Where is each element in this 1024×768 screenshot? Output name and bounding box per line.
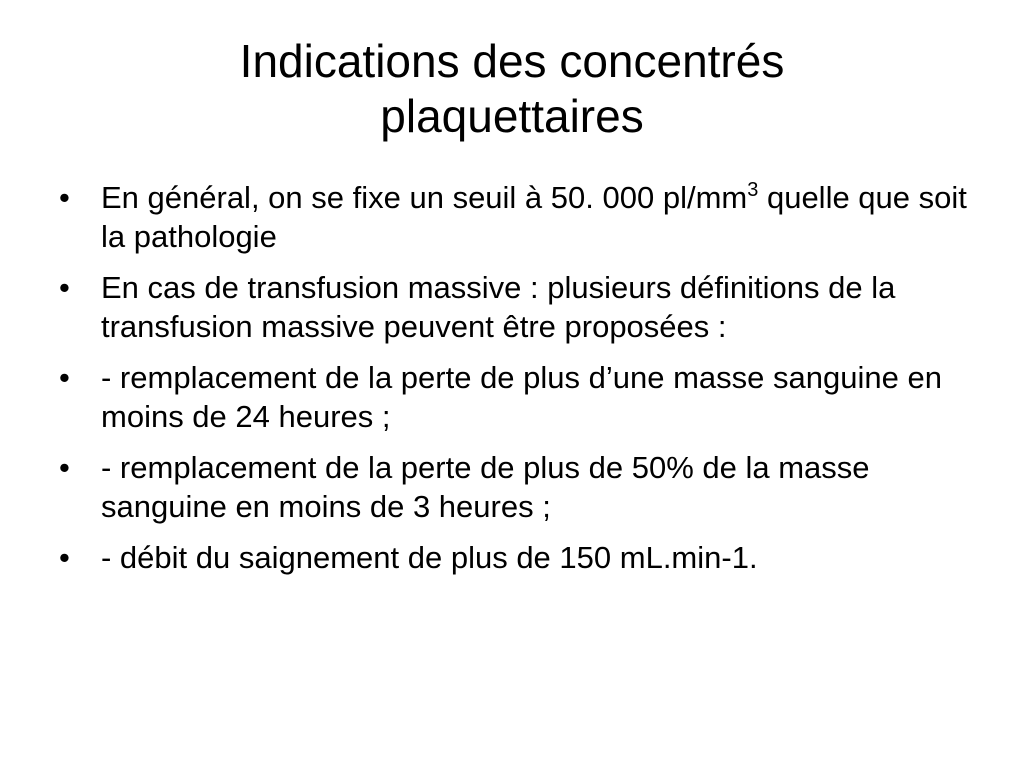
bullet-text-part: En général, on se fixe un seuil à 50. 000 pl/mm bbox=[101, 180, 748, 215]
bullet-text: - remplacement de la perte de plus d’une masse sanguine en moins de 24 heures ; bbox=[101, 360, 942, 434]
bullet-text: En cas de transfusion massive : plusieurs définitions de la transfusion massive peuvent être proposées : bbox=[101, 270, 896, 344]
bullet-item-24-hours bbox=[56, 358, 976, 436]
bullet-icon: • bbox=[59, 270, 70, 305]
bullet-item-bleeding-rate bbox=[56, 538, 976, 577]
bullet-item-3-hours bbox=[56, 448, 976, 526]
bullet-list bbox=[56, 178, 976, 589]
bullet-text-part: quelle que soit la pathologie bbox=[101, 180, 967, 254]
bullet-icon: • bbox=[59, 450, 70, 485]
slide-title-line-2: plaquettaires bbox=[380, 90, 644, 142]
bullet-icon: • bbox=[59, 180, 70, 215]
bullet-item-threshold bbox=[56, 178, 976, 256]
bullet-icon: • bbox=[59, 360, 70, 395]
slide-title-line-1: Indications des concentrés bbox=[239, 35, 785, 87]
bullet-item-massive-transfusion bbox=[56, 268, 976, 346]
slide-title bbox=[0, 34, 1024, 144]
bullet-text: - débit du saignement de plus de 150 mL.min-1. bbox=[101, 540, 758, 575]
bullet-text: - remplacement de la perte de plus de 50% de la masse sanguine en moins de 3 heures ; bbox=[101, 450, 870, 524]
superscript-exponent: 3 bbox=[747, 179, 759, 201]
bullet-icon: • bbox=[59, 540, 70, 575]
